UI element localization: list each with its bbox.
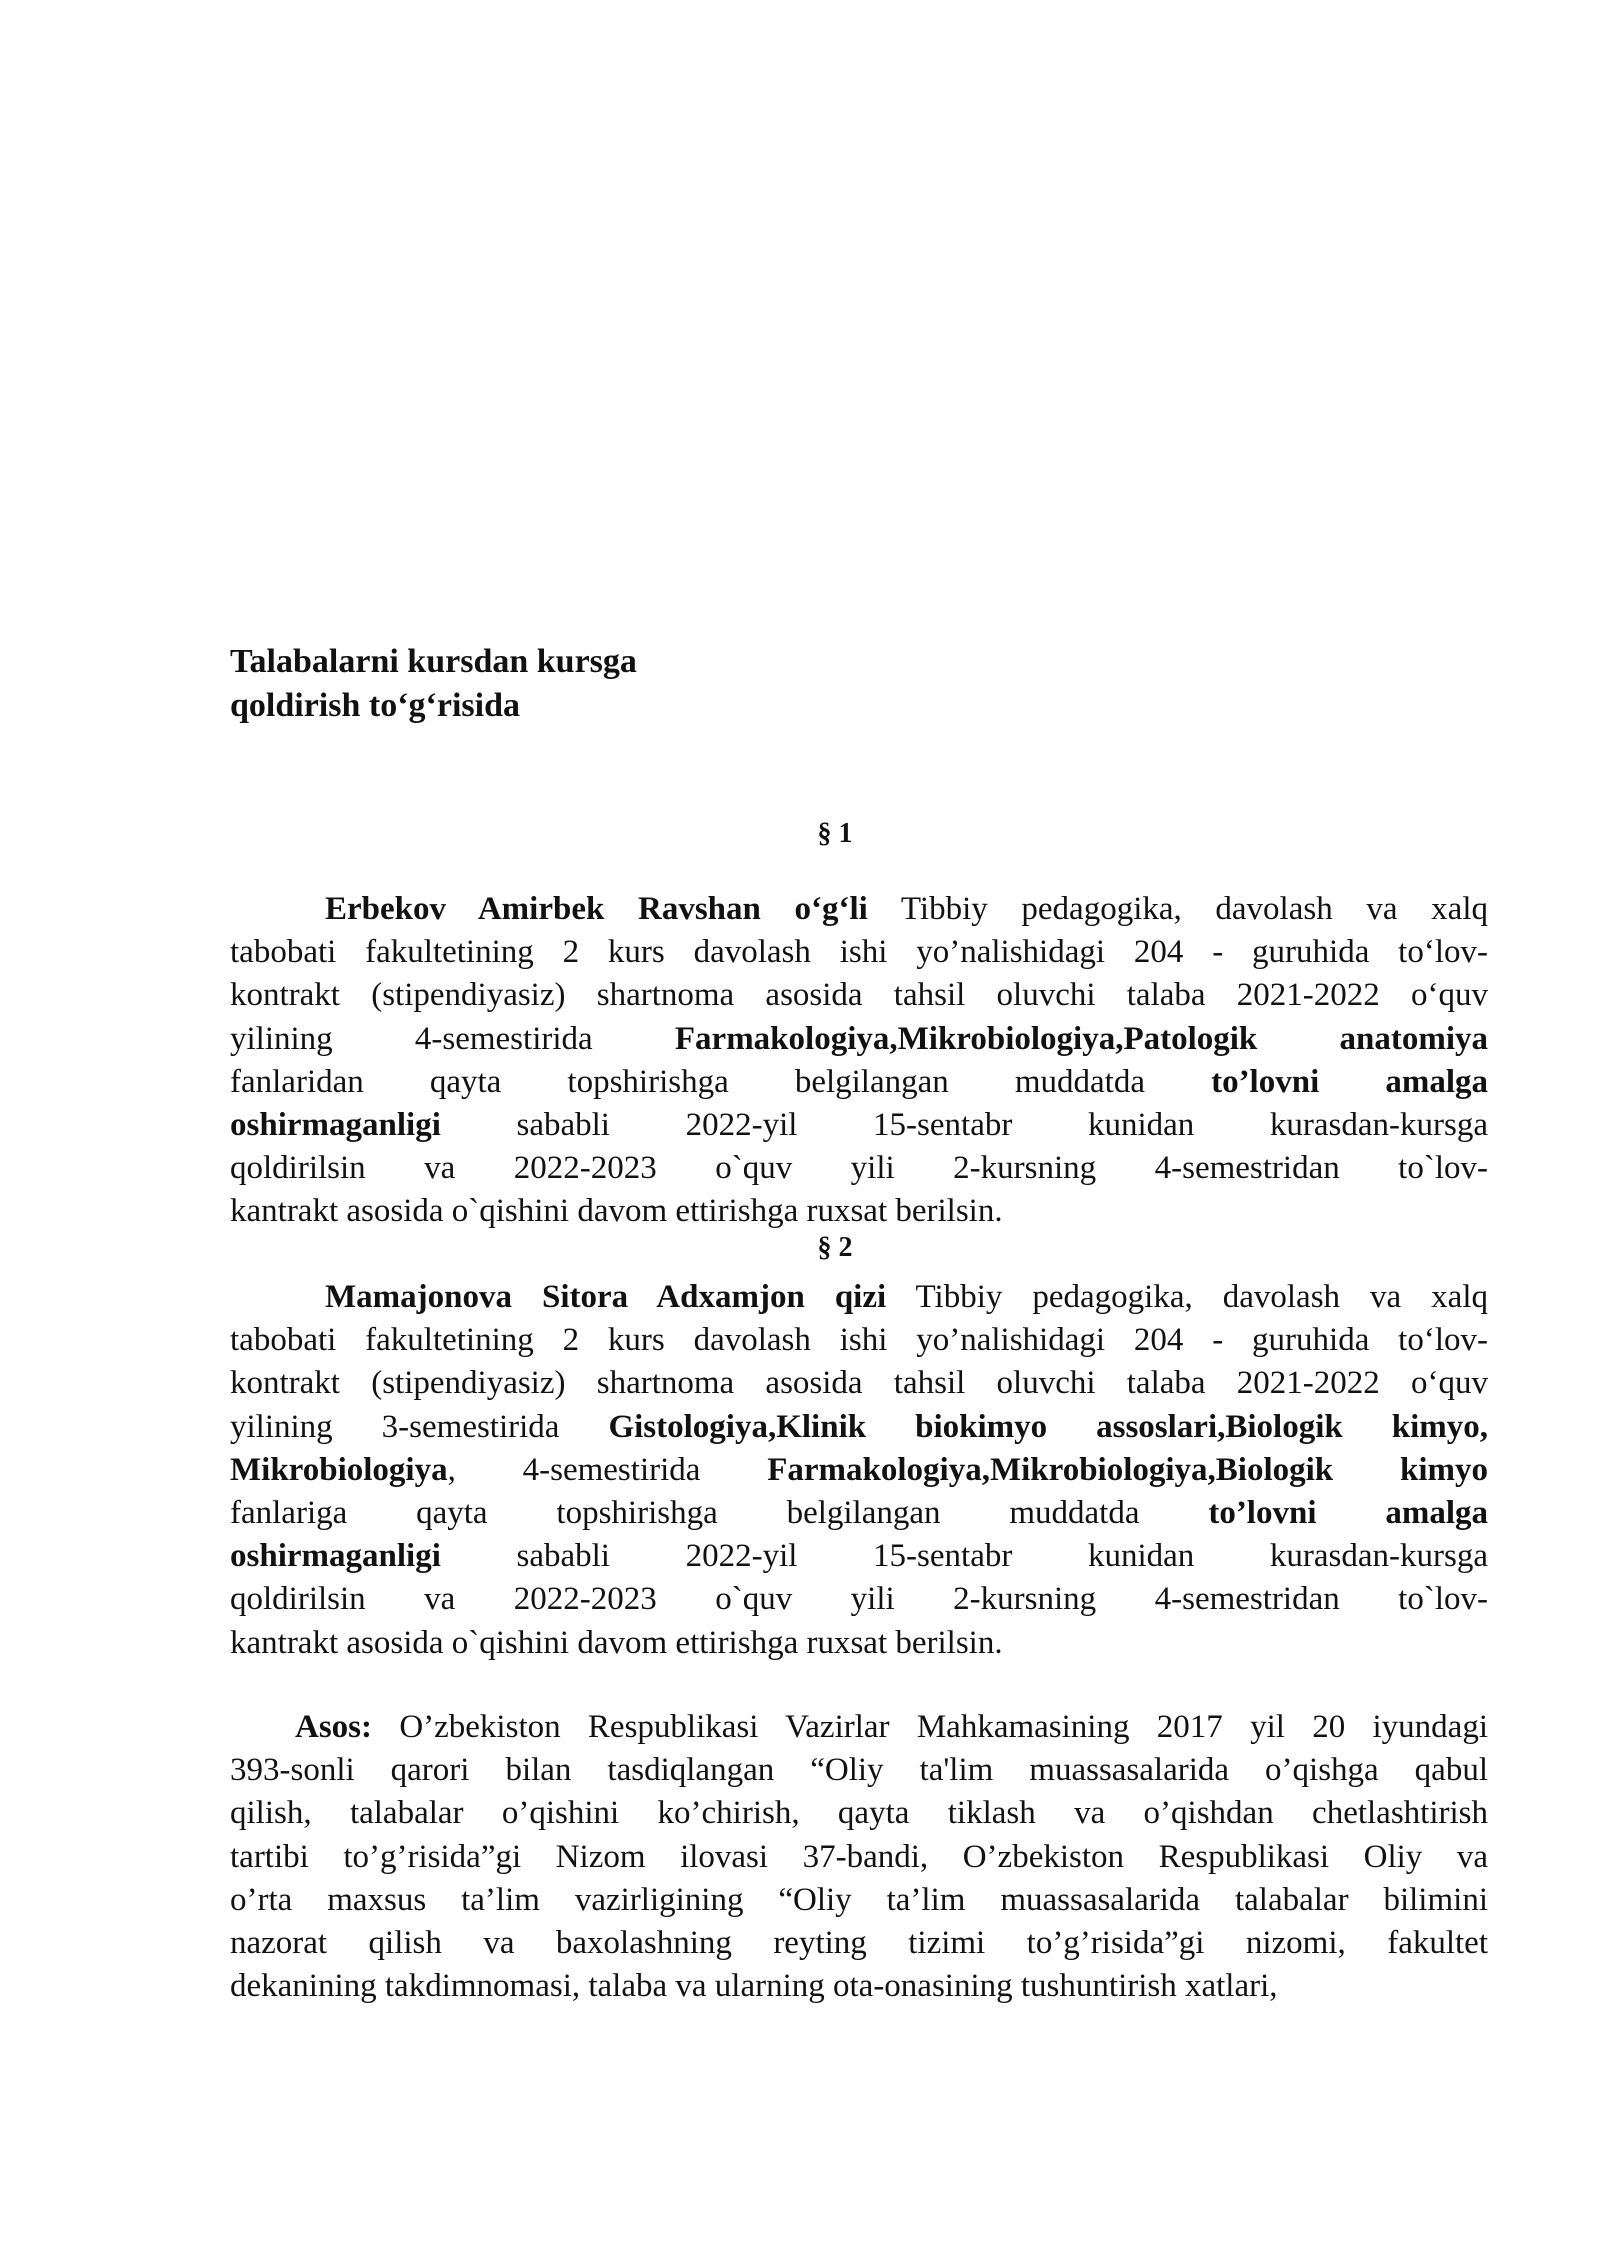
subjects: Gistologiya,Klinik biokimyo assoslari,Biologik kimyo, — [608, 1408, 1489, 1445]
title-line-1: Talabalarni kursdan kursga — [230, 643, 637, 680]
subjects: Farmakologiya,Mikrobiologiya,Patologik anatomiya — [674, 1020, 1489, 1057]
paragraph-line: kontrakt (stipendiyasiz) shartnoma asosida tahsil oluvchi talaba 2021-2022 o‘quv — [230, 1365, 1488, 1402]
paragraph-line: qoldirilsin va 2022-2023 o`quv yili 2-kursning 4-semestridan to`lov- — [230, 1581, 1488, 1618]
paragraph-line: kantrakt asosida o`qishini davom ettirishga ruxsat berilsin. — [230, 1624, 1003, 1661]
section-2-paragraph — [230, 1276, 1488, 1665]
basis-label: Asos: — [295, 1709, 373, 1745]
paragraph-line: qoldirilsin va 2022-2023 o`quv yili 2-kursning 4-semestridan to`lov- — [230, 1150, 1488, 1187]
paragraph-line: o’rta maxsus ta’lim vazirligining “Oliy ta’lim muassasalarida talabalar bilimini — [230, 1881, 1488, 1918]
basis-paragraph — [230, 1706, 1488, 2008]
paragraph-line: oshirmaganligi sababli 2022-yil 15-sentabr kunidan kurasdan-kursga — [230, 1538, 1488, 1575]
paragraph-line: tabobati fakultetining 2 kurs davolash ishi yo’nalishidagi 204 - guruhida to‘lov- — [230, 934, 1488, 971]
paragraph-line: fanlaridan qayta topshirishga belgilangan muddatda to’lovni amalga — [230, 1063, 1488, 1100]
paragraph-line: oshirmaganligi sababli 2022-yil 15-sentabr kunidan kurasdan-kursga — [230, 1107, 1488, 1144]
paragraph-line: nazorat qilish va baxolashning reyting tizimi to’g’risida”gi nizomi, fakultet — [230, 1925, 1488, 1962]
section-1-paragraph — [230, 888, 1488, 1234]
paragraph-line: Asos: O’zbekiston Respublikasi Vazirlar Mahkamasining 2017 yil 20 iyundagi — [295, 1709, 1488, 1745]
paragraph-line: kontrakt (stipendiyasiz) shartnoma asosida tahsil oluvchi talaba 2021-2022 o‘quv — [230, 977, 1488, 1014]
section-2-mark: § 2 — [817, 1232, 853, 1263]
paragraph-line: fanlariga qayta topshirishga belgilangan muddatda to’lovni amalga — [230, 1495, 1488, 1532]
document-title — [230, 640, 637, 728]
section-1-mark: § 1 — [817, 818, 853, 849]
paragraph-line: Mamajonova Sitora Adxamjon qizi Tibbiy pedagogika, davolash va xalq — [325, 1279, 1488, 1315]
paragraph-line: tartibi to’g’risida”gi Nizom ilovasi 37-bandi, O’zbekiston Respublikasi Oliy va — [230, 1838, 1488, 1875]
paragraph-line: Erbekov Amirbek Ravshan o‘g‘li Tibbiy pedagogika, davolash va xalq — [325, 891, 1488, 927]
paragraph-line: Mikrobiologiya, 4-semestirida Farmakologiya,Mikrobiologiya,Biologik kimyo — [230, 1451, 1488, 1488]
paragraph-line: qilish, talabalar o’qishini ko’chirish, qayta tiklash va o’qishdan chetlashtirish — [230, 1795, 1488, 1832]
paragraph-line: yilining 3-semestirida Gistologiya,Klinik biokimyo assoslari,Biologik kimyo, — [230, 1408, 1489, 1445]
student-name: Erbekov Amirbek Ravshan o‘g‘li — [325, 891, 868, 927]
paragraph-line: yilining 4-semestirida Farmakologiya,Mikrobiologiya,Patologik anatomiya — [230, 1020, 1489, 1057]
title-line-2: qoldirish to‘g‘risida — [230, 687, 520, 724]
student-name: Mamajonova Sitora Adxamjon qizi — [325, 1279, 887, 1315]
paragraph-line: kantrakt asosida o`qishini davom ettirishga ruxsat berilsin. — [230, 1193, 1003, 1230]
paragraph-line: dekanining takdimnomasi, talaba va ularning ota-onasining tushuntirish xatlari, — [230, 1968, 1278, 2005]
paragraph-line: tabobati fakultetining 2 kurs davolash ishi yo’nalishidagi 204 - guruhida to‘lov- — [230, 1322, 1488, 1359]
paragraph-line: 393-sonli qarori bilan tasdiqlangan “Oliy ta'lim muassasalarida o’qishga qabul — [230, 1752, 1488, 1789]
